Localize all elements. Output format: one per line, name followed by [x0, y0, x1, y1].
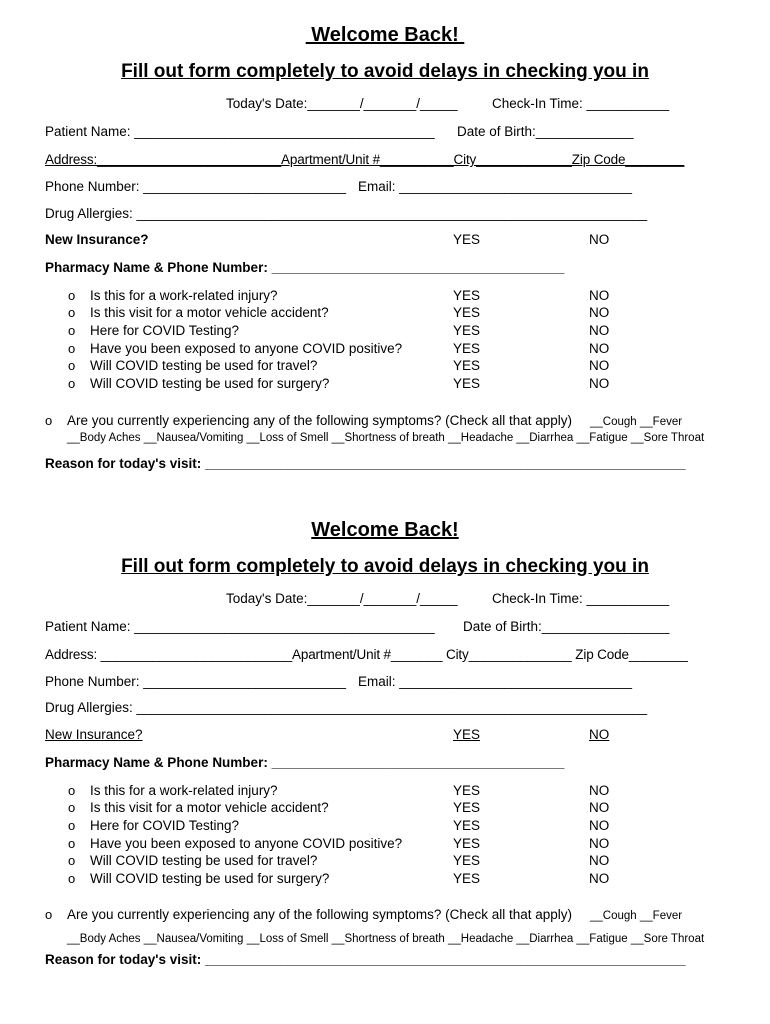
question-text: Is this visit for a motor vehicle accident? [90, 305, 329, 320]
checkin-time-field[interactable]: Check-In Time: ___________ [492, 591, 670, 606]
symptoms-question: Are you currently experiencing any of the following symptoms? (Check all that apply) [67, 413, 572, 428]
question-row [0, 871, 770, 889]
question-text: Is this for a work-related injury? [90, 288, 278, 303]
question-row [0, 376, 770, 394]
form-subtitle: Fill out form completely to avoid delays in checking you in [121, 556, 649, 577]
bullet-icon: o [68, 836, 76, 851]
form-title: Welcome Back! [305, 24, 465, 46]
bullet-icon: o [68, 288, 76, 303]
patient-name-field[interactable]: Patient Name: ________________________________________ [45, 619, 435, 634]
yes-option[interactable]: YES [453, 376, 481, 391]
no-option[interactable]: NO [589, 818, 610, 833]
form-subtitle: Fill out form completely to avoid delays in checking you in [121, 61, 649, 82]
bullet-icon: o [68, 341, 76, 356]
email-field[interactable]: Email: _______________________________ [358, 179, 633, 194]
yes-option[interactable]: YES [453, 288, 481, 303]
question-row [0, 323, 770, 341]
bullet-icon: o [68, 323, 76, 338]
bullet-icon: o [68, 871, 76, 886]
symptoms-checklist-line1[interactable]: __Cough __Fever [590, 416, 683, 428]
no-option[interactable]: NO [589, 341, 610, 356]
question-row [0, 818, 770, 836]
bullet-icon: o [45, 413, 53, 428]
no-option[interactable]: NO [589, 358, 610, 373]
bullet-icon: o [68, 376, 76, 391]
new-insurance-yes[interactable]: YES [453, 727, 481, 742]
question-text: Is this for a work-related injury? [90, 783, 278, 798]
question-text: Will COVID testing be used for travel? [90, 358, 318, 373]
question-text: Will COVID testing be used for travel? [90, 853, 318, 868]
drug-allergies-field[interactable]: Drug Allergies: ____________________________________________________________________ [45, 206, 648, 221]
checkin-time-field[interactable]: Check-In Time: ___________ [492, 96, 670, 111]
bullet-icon: o [68, 305, 76, 320]
no-option[interactable]: NO [589, 871, 610, 886]
new-insurance-label: New Insurance? [45, 727, 143, 742]
question-row [0, 341, 770, 359]
bullet-icon: o [68, 853, 76, 868]
symptoms-checklist-line1[interactable]: __Cough __Fever [590, 910, 683, 922]
bullet-icon: o [45, 907, 53, 922]
yes-option[interactable]: YES [453, 783, 481, 798]
date-of-birth-field[interactable]: Date of Birth:_____________ [457, 124, 634, 139]
new-insurance-no[interactable]: NO [589, 727, 610, 742]
drug-allergies-field[interactable]: Drug Allergies: ____________________________________________________________________ [45, 700, 648, 715]
no-option[interactable]: NO [589, 288, 610, 303]
yes-option[interactable]: YES [453, 853, 481, 868]
question-text: Have you been exposed to anyone COVID positive? [90, 836, 403, 851]
email-field[interactable]: Email: _______________________________ [358, 674, 633, 689]
address-field[interactable]: Address: __________________________Apartment/Unit #_______ City______________ Zip Code________ [45, 647, 688, 662]
bullet-icon: o [68, 818, 76, 833]
address-field[interactable]: Address:_________________________Apartment/Unit #__________City_____________Zip Code________ [45, 152, 685, 167]
question-row [0, 800, 770, 818]
no-option[interactable]: NO [589, 836, 610, 851]
question-text: Will COVID testing be used for surgery? [90, 871, 330, 886]
patient-name-field[interactable]: Patient Name: ________________________________________ [45, 124, 435, 139]
yes-option[interactable]: YES [453, 341, 481, 356]
question-text: Is this visit for a motor vehicle accident? [90, 800, 329, 815]
new-insurance-no[interactable]: NO [589, 232, 610, 247]
form-title: Welcome Back! [311, 519, 459, 541]
no-option[interactable]: NO [589, 783, 610, 798]
question-row [0, 288, 770, 306]
symptoms-checklist-line2[interactable]: __Body Aches __Nausea/Vomiting __Loss of Smell __Shortness of breath __Headache __Diarrhea __Fatigue __Sore Throat [67, 432, 705, 444]
question-row [0, 783, 770, 801]
bullet-icon: o [68, 800, 76, 815]
question-row [0, 836, 770, 854]
yes-option[interactable]: YES [453, 358, 481, 373]
symptoms-question: Are you currently experiencing any of the following symptoms? (Check all that apply) [67, 907, 572, 922]
reason-for-visit-field[interactable]: Reason for today's visit: ________________________________________________________________ [45, 952, 686, 967]
question-text: Will COVID testing be used for surgery? [90, 376, 330, 391]
question-text: Here for COVID Testing? [90, 818, 240, 833]
no-option[interactable]: NO [589, 853, 610, 868]
symptoms-checklist-line2[interactable]: __Body Aches __Nausea/Vomiting __Loss of Smell __Shortness of breath __Headache __Diarrhea __Fatigue __Sore Throat [67, 933, 705, 945]
yes-option[interactable]: YES [453, 818, 481, 833]
reason-for-visit-field[interactable]: Reason for today's visit: ________________________________________________________________ [45, 456, 686, 471]
date-of-birth-field[interactable]: Date of Birth:_________________ [463, 619, 670, 634]
no-option[interactable]: NO [589, 376, 610, 391]
question-text: Have you been exposed to anyone COVID positive? [90, 341, 403, 356]
yes-option[interactable]: YES [453, 323, 481, 338]
bullet-icon: o [68, 783, 76, 798]
todays-date-field[interactable]: Today's Date:_______/_______/_____ [226, 591, 458, 606]
check-in-form-2 [0, 495, 770, 995]
new-insurance-label: New Insurance? [45, 232, 149, 247]
question-row [0, 853, 770, 871]
pharmacy-field[interactable]: Pharmacy Name & Phone Number: _______________________________________ [45, 755, 565, 770]
phone-number-field[interactable]: Phone Number: ___________________________ [45, 674, 347, 689]
new-insurance-yes[interactable]: YES [453, 232, 481, 247]
yes-option[interactable]: YES [453, 836, 481, 851]
yes-option[interactable]: YES [453, 800, 481, 815]
no-option[interactable]: NO [589, 323, 610, 338]
phone-number-field[interactable]: Phone Number: ___________________________ [45, 179, 347, 194]
no-option[interactable]: NO [589, 800, 610, 815]
check-in-form-1 [0, 0, 770, 500]
todays-date-field[interactable]: Today's Date:_______/_______/_____ [226, 96, 458, 111]
bullet-icon: o [68, 358, 76, 373]
pharmacy-field[interactable]: Pharmacy Name & Phone Number: _______________________________________ [45, 260, 565, 275]
question-row [0, 358, 770, 376]
yes-option[interactable]: YES [453, 871, 481, 886]
question-text: Here for COVID Testing? [90, 323, 240, 338]
question-row [0, 305, 770, 323]
yes-option[interactable]: YES [453, 305, 481, 320]
no-option[interactable]: NO [589, 305, 610, 320]
